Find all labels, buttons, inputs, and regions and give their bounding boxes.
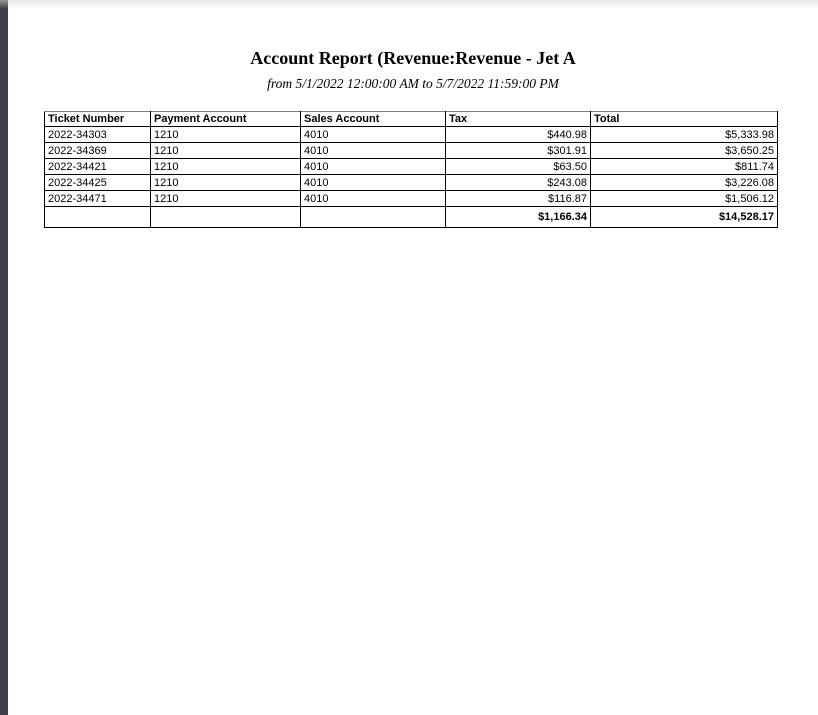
sales-account-cell: 4010 — [301, 175, 446, 191]
report-page — [8, 0, 818, 715]
report-table — [44, 111, 778, 228]
table-row — [45, 127, 778, 143]
payment-account-cell: 1210 — [151, 191, 301, 207]
ticket-number-cell: 2022-34425 — [45, 175, 151, 191]
ticket-number-cell: 2022-34369 — [45, 143, 151, 159]
ticket-number-cell: 2022-34421 — [45, 159, 151, 175]
tax-total-cell: $1,166.34 — [446, 207, 591, 228]
col-header-total: Total — [591, 112, 778, 127]
total-cell: $811.74 — [591, 159, 778, 175]
payment-account-cell: 1210 — [151, 175, 301, 191]
tax-cell: $301.91 — [446, 143, 591, 159]
empty-cell — [45, 207, 151, 228]
col-header-sales-account: Sales Account — [301, 112, 446, 127]
total-cell: $1,506.12 — [591, 191, 778, 207]
total-cell: $3,226.08 — [591, 175, 778, 191]
tax-cell: $116.87 — [446, 191, 591, 207]
report-table-header — [45, 112, 778, 127]
table-row — [45, 159, 778, 175]
report-date-range: from 5/1/2022 12:00:00 AM to 5/7/2022 11:59:00 PM — [267, 76, 559, 91]
table-row — [45, 143, 778, 159]
sales-account-cell: 4010 — [301, 159, 446, 175]
header-row — [45, 112, 778, 127]
tax-cell: $63.50 — [446, 159, 591, 175]
ticket-number-cell: 2022-34471 — [45, 191, 151, 207]
empty-cell — [301, 207, 446, 228]
payment-account-cell: 1210 — [151, 143, 301, 159]
col-header-tax: Tax — [446, 112, 591, 127]
empty-cell — [151, 207, 301, 228]
col-header-payment-account: Payment Account — [151, 112, 301, 127]
table-row — [45, 175, 778, 191]
sales-account-cell: 4010 — [301, 127, 446, 143]
report-table-body — [45, 127, 778, 228]
tax-cell: $440.98 — [446, 127, 591, 143]
viewer-left-edge — [0, 0, 8, 715]
total-cell: $3,650.25 — [591, 143, 778, 159]
tax-cell: $243.08 — [446, 175, 591, 191]
sales-account-cell: 4010 — [301, 191, 446, 207]
payment-account-cell: 1210 — [151, 159, 301, 175]
report-title: Account Report (Revenue:Revenue - Jet A — [250, 48, 576, 68]
table-row — [45, 191, 778, 207]
col-header-ticket-number: Ticket Number — [45, 112, 151, 127]
payment-account-cell: 1210 — [151, 127, 301, 143]
grand-total-cell: $14,528.17 — [591, 207, 778, 228]
sales-account-cell: 4010 — [301, 143, 446, 159]
ticket-number-cell: 2022-34303 — [45, 127, 151, 143]
total-cell: $5,333.98 — [591, 127, 778, 143]
totals-row — [45, 207, 778, 228]
